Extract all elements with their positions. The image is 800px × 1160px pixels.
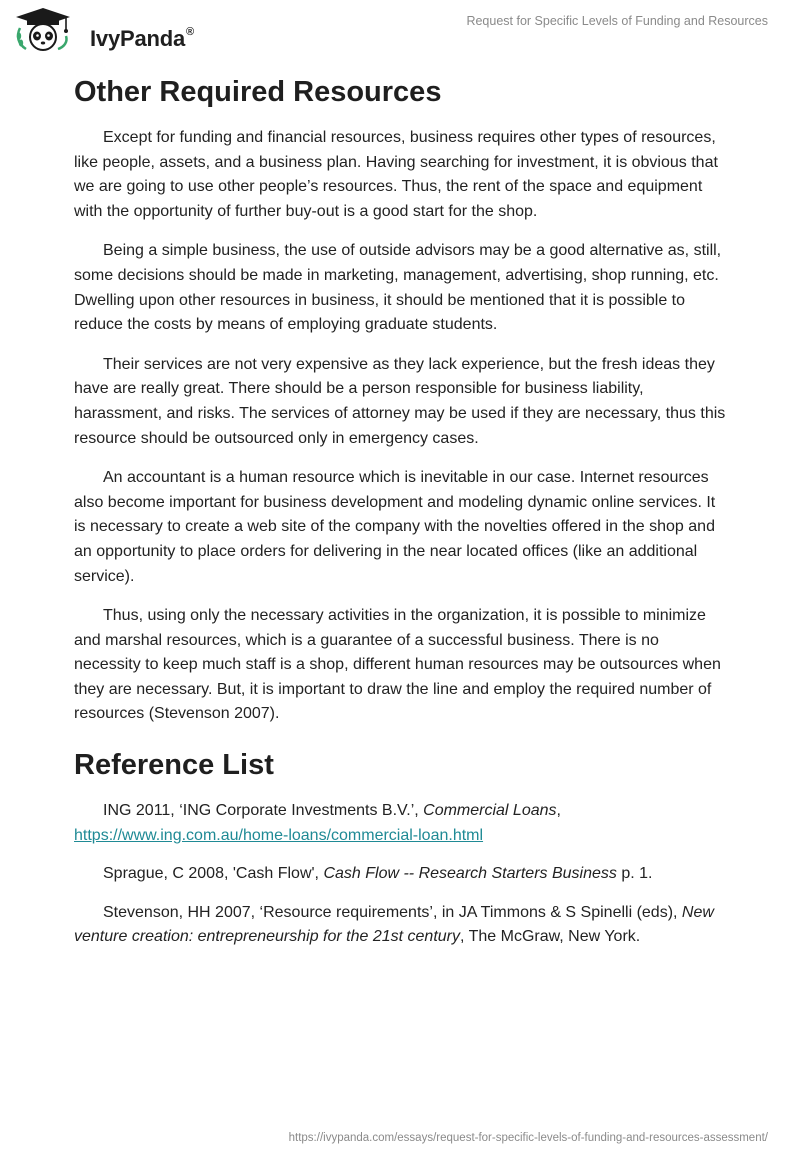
- reference-item: Stevenson, HH 2007, ‘Resource requirements’, in JA Timmons & S Spinelli (eds), New venture creation: entrepreneurship for the 21st century, The McGraw, New York.: [74, 903, 714, 946]
- panda-graduate-icon: [12, 6, 74, 52]
- reference-list: [74, 799, 726, 950]
- brand-logo[interactable]: [12, 6, 202, 52]
- section-heading-reference-list: Reference List: [74, 749, 274, 782]
- page-header: [0, 0, 800, 60]
- paragraph: Thus, using only the necessary activities in the organization, it is possible to minimize and marshal resources, which is a guarantee of a successful business. There is no necessity to keep much staff is a shop, different human resources may be outsources when they are necessary. But, it is important to draw the line and employ the required number of resources (Stevenson 2007).: [74, 607, 721, 723]
- article-content: [74, 72, 726, 964]
- reference-title: Commercial Loans: [423, 802, 557, 820]
- section-body: [74, 126, 726, 727]
- footer-url[interactable]: https://ivypanda.com/essays/request-for-specific-levels-of-funding-and-resources-assessment/: [288, 1132, 768, 1144]
- reference-item: Sprague, C 2008, 'Cash Flow', Cash Flow -- Research Starters Business p. 1.: [103, 865, 653, 883]
- reference-title: New venture creation: entrepreneurship for the 21st century: [74, 903, 714, 946]
- paragraph: Except for funding and financial resources, business requires other types of resources, like people, assets, and a business plan. Having searching for investment, it is obvious that we are going to use other people’s resources. Thus, the rent of the space and equipment with the opportunity of further buy-out is a good start for the shop.: [74, 129, 718, 220]
- reference-link[interactable]: https://www.ing.com.au/home-loans/commercial-loan.html: [74, 826, 484, 844]
- document-title: Request for Specific Levels of Funding and Resources: [466, 14, 768, 28]
- paragraph: Being a simple business, the use of outside advisors may be a good alternative as, still, some decisions should be made in marketing, management, advertising, shop running, etc. Dwelling upon other resources in business, it should be mentioned that it is possible to reduce the costs by means of employing graduate students.: [74, 242, 722, 334]
- paragraph: Their services are not very expensive as they lack experience, but the fresh ideas they have are really great. There should be a person responsible for business liability, harassment, and risks. The services of attorney may be used if they are necessary, thus this resource should be outsourced only in emergency cases.: [74, 355, 726, 447]
- paragraph: An accountant is a human resource which is inevitable in our case. Internet resources also become important for business development and modeling dynamic online services. It is necessary to create a web site of the company with the novelties offered in the shop and an opportunity to place orders for delivering in the near located offices (like an additional service).: [74, 469, 716, 585]
- reference-title: Cash Flow -- Research Starters Business: [323, 865, 617, 883]
- brand-name: IvyPanda®: [90, 25, 194, 51]
- section-heading-other-resources: Other Required Resources: [74, 76, 442, 108]
- reference-item: ING 2011, ‘ING Corporate Investments B.V.’, Commercial Loans, https://www.ing.com.au/home-loans/commercial-loan.html: [74, 802, 561, 844]
